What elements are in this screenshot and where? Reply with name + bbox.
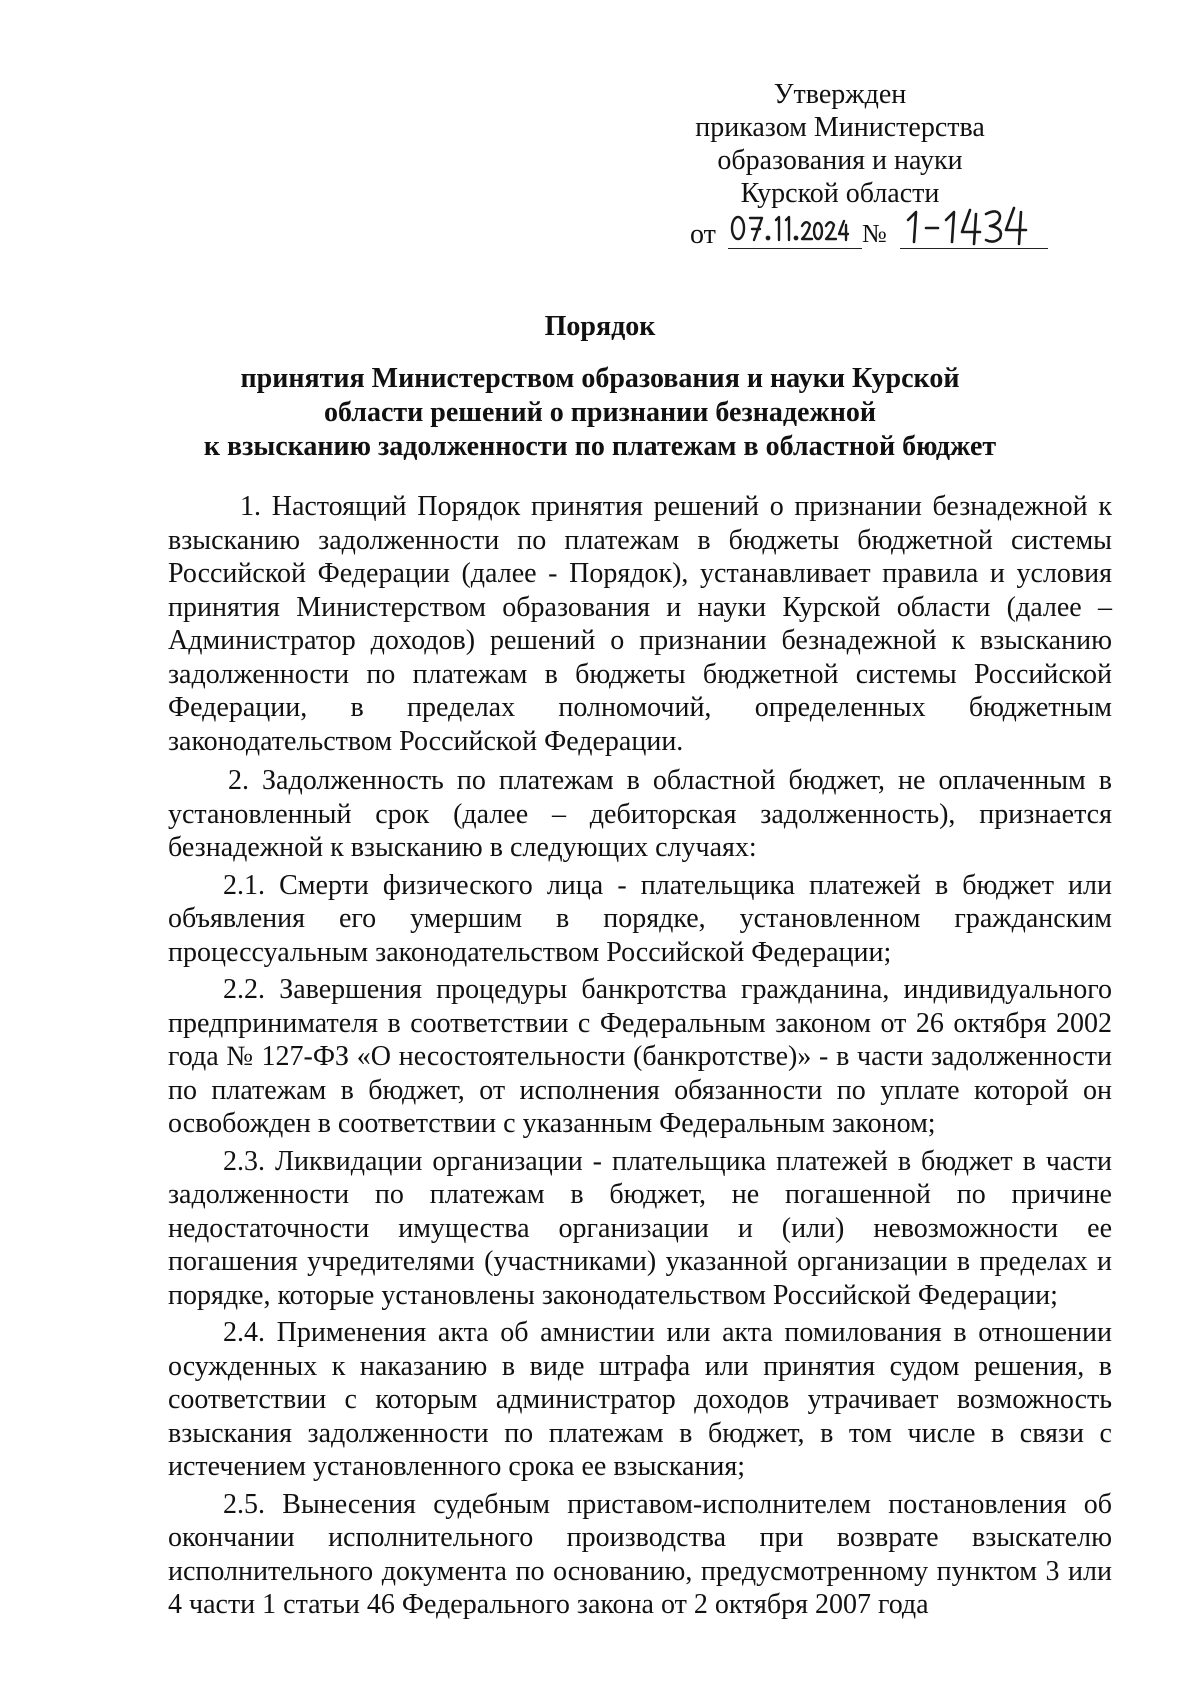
title-line-4: к взысканию задолженности по платежам в областной бюджет <box>203 431 997 462</box>
approval-line-order: приказом Министерства <box>695 112 985 143</box>
document-title <box>160 310 1040 464</box>
approval-line-region: Курской области <box>740 178 940 209</box>
paragraph-2-2: 2.2. Завершения процедуры банкротства гражданина, индивидуального предпринимателя в соответствии с Федеральным законом от 26 октября 2002 года № 127-ФЗ «О несостоятельности (банкротстве)» - в части задолженности по платежам в бюджет, от исполнения обязанности по уплате которой он освобожден в соответствии с указанным Федеральным законом; <box>168 974 1112 1139</box>
paragraph-2-3: 2.3. Ликвидации организации - плательщика платежей в бюджет в части задолженности по платежам в бюджет, не погашенной по причине недостаточности имущества организации и (или) невозможности ее погашения учредителями (участниками) указанной организации в пределах и порядке, которые установлены законодательством Российской Федерации; <box>168 1145 1112 1311</box>
handwritten-number <box>900 202 1030 248</box>
paragraph-2-4: 2.4. Применения акта об амнистии или акта помилования в отношении осужденных к наказанию в виде штрафа или принятия судом решения, в соответствии с которым администратор доходов утрачивает возможность взыскания задолженности по платежам в бюджет, в том числе в связи с истечением установленного срока ее взыскания; <box>168 1317 1112 1482</box>
handwritten-date <box>726 206 876 248</box>
title-heading: Порядок <box>544 311 656 342</box>
title-line-2: принятия Министерством образования и науки Курской <box>240 363 960 394</box>
number-sign-label: № <box>862 219 887 248</box>
document-body <box>168 490 1112 1622</box>
approval-line-approved: Утвержден <box>773 79 907 110</box>
approval-stamp-block <box>640 78 1040 210</box>
approval-date-number-line <box>690 210 1050 250</box>
paragraph-2-1: 2.1. Смерти физического лица - плательщика платежей в бюджет или объявления его умершим в порядке, установленном гражданским процессуальным законодательством Российской Федерации; <box>168 869 1112 968</box>
paragraph-2-5: 2.5. Вынесения судебным приставом-исполнителем постановления об окончании исполнительного производства при возврате взыскателю исполнительного документа по основанию, предусмотренному пунктом 3 или 4 части 1 статьи 46 Федерального закона от 2 октября 2007 года <box>168 1488 1112 1620</box>
title-line-3: области решений о признании безнадежной <box>323 397 876 428</box>
paragraph-1: 1. Настоящий Порядок принятия решений о признании безнадежной к взысканию задолженности по платежам в бюджеты бюджетной системы Российской Федерации (далее - Порядок), устанавливает правила и условия принятия Министерством образования и науки Курской области (далее – Администратор доходов) решений о признании безнадежной к взысканию задолженности по платежам в бюджеты бюджетной системы Российской Федерации, в пределах полномочий, определенных бюджетным законодательством Российской Федерации. <box>168 491 1112 757</box>
date-prefix-label: от <box>690 219 716 250</box>
paragraph-2: 2. Задолженность по платежам в областной бюджет, не оплаченным в установленный срок (далее – дебиторская задолженность), признается безнадежной к взысканию в следующих случаях: <box>168 765 1112 863</box>
approval-line-ministry: образования и науки <box>717 145 963 176</box>
